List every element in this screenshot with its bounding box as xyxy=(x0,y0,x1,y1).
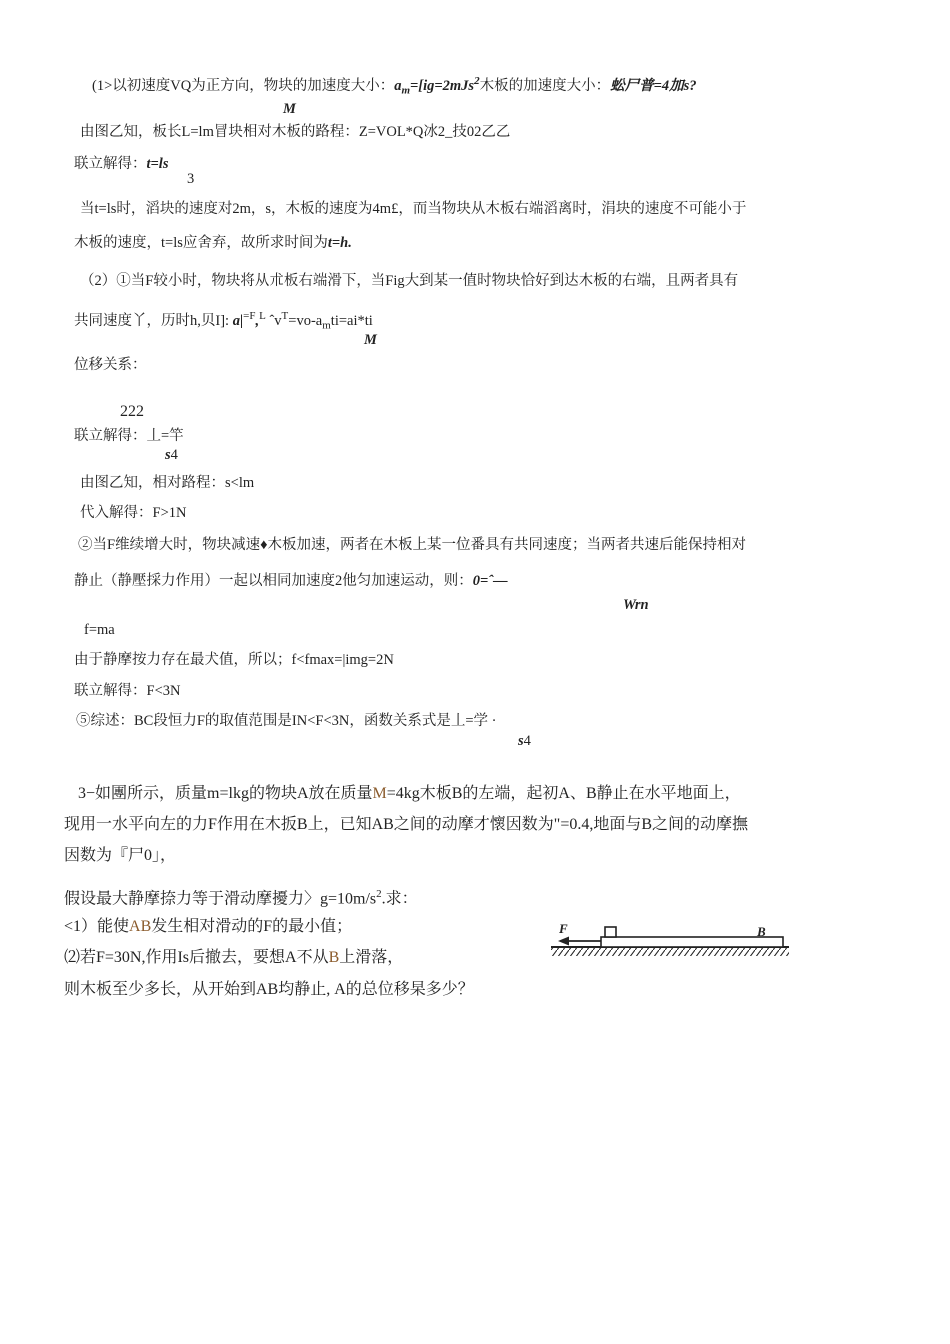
solution-line-5: 木板的速度，t=ls应舍弃，故所求时间为t=h. xyxy=(74,235,352,251)
problem-3-line-3: 因数为『尸0」， xyxy=(64,847,177,864)
solution-line-13: ②当F维续增大时，物块减速♦木板加速，两者在木板上某一位番具有共同速度；当两者共速后能保持相对 xyxy=(78,537,746,553)
problem-3-line-6: ⑵若F=30N,作用Is后撤去，要想A不从B上滑落， xyxy=(64,949,404,966)
solution-line-6: （2）①当F较小时，物块将从朮板右端滑下，当Fig大到某一值时物块恰好到达木板的右端，且两者具有 xyxy=(80,273,739,289)
solution-line-1-denominator: M xyxy=(283,101,296,117)
solution-line-16: 由于静摩按力存在最犬值，所以；f<fmax=|img=2N xyxy=(74,652,394,668)
solution-line-15: f=ma xyxy=(84,622,115,638)
board-b xyxy=(601,937,783,947)
solution-line-14: 静止（静壓採力作用）一起以相同加速度2他匀加速运动，则：0=ˆ— xyxy=(74,573,508,589)
block-a xyxy=(605,927,616,937)
solution-line-11: 由图乙知，相对路程：s<lm xyxy=(80,475,255,491)
problem-3-line-1: 3−如團所示，质量m=lkg的物块A放在质量M=4kg木板B的左端，起初A、B静止在水平地面上， xyxy=(78,785,741,802)
solution-line-7: 共同速度丫，历时h,贝I]: $a|^{=F},^L$ $ˆv^T=vo-a_mti=ai*ti$ xyxy=(74,310,373,332)
solution-line-1: (1>以初速度VQ为正方向，物块的加速度大小：$a_m=[ig=2mJs^2$木板的加速度大小：蚣尸普=4加s? xyxy=(92,75,697,97)
solution-line-12: 代入解得：F>1N xyxy=(80,505,187,521)
solution-line-10: 联立解得：丄=竿 xyxy=(74,428,184,444)
problem-3-line-5: <1）能使AB发生相对滑动的F的最小值； xyxy=(64,918,353,935)
ground-hatching xyxy=(551,947,789,956)
solution-line-18-sub: s4 xyxy=(518,733,531,749)
solution-line-18: ⑤综述：BC段恒力F的取值范围是IN<F<3N，函数关系式是丄=学 · xyxy=(76,713,497,729)
solution-line-17: 联立解得：F<3N xyxy=(74,683,181,699)
solution-line-8: 位移关系： xyxy=(74,357,147,373)
label-b: B xyxy=(757,924,766,939)
problem-3-line-7: 则木板至少多长，从开始到AB均静止, A的总位移杲多少？ xyxy=(64,981,474,998)
solution-line-7-denominator: M xyxy=(364,332,377,348)
solution-line-3: 联立解得：t=ls xyxy=(74,156,169,172)
solution-line-10-sub: s4 xyxy=(165,447,178,463)
solution-line-9: 222 xyxy=(120,403,144,420)
solution-line-4: 当t=ls时，滔块的速度对2m，s，木板的速度为4m£，而当物块从木板右端滔离时，涓块的速度不可能小于 xyxy=(80,201,747,217)
force-arrow-head xyxy=(558,937,569,946)
solution-line-3-sub: 3 xyxy=(187,171,195,187)
problem-3-line-4: 假设最大静摩捺力等于滑动摩擾力〉$g=10m/s^2$.求： xyxy=(64,888,418,908)
solution-line-2: 由图乙知，板长L=lm冒块相对木板的路程：Z=VOL*Q冰2_技02乙乙 xyxy=(80,124,511,140)
label-f: F xyxy=(559,921,568,936)
problem-3-line-2: 现用一水平向左的力F作用在木扳B上，已知AB之间的动摩才懷因数为"=0.4,地面与B之间的动摩撫 xyxy=(64,816,749,833)
solution-line-14-denominator: Wrn xyxy=(623,597,649,613)
block-board-figure xyxy=(545,918,795,966)
